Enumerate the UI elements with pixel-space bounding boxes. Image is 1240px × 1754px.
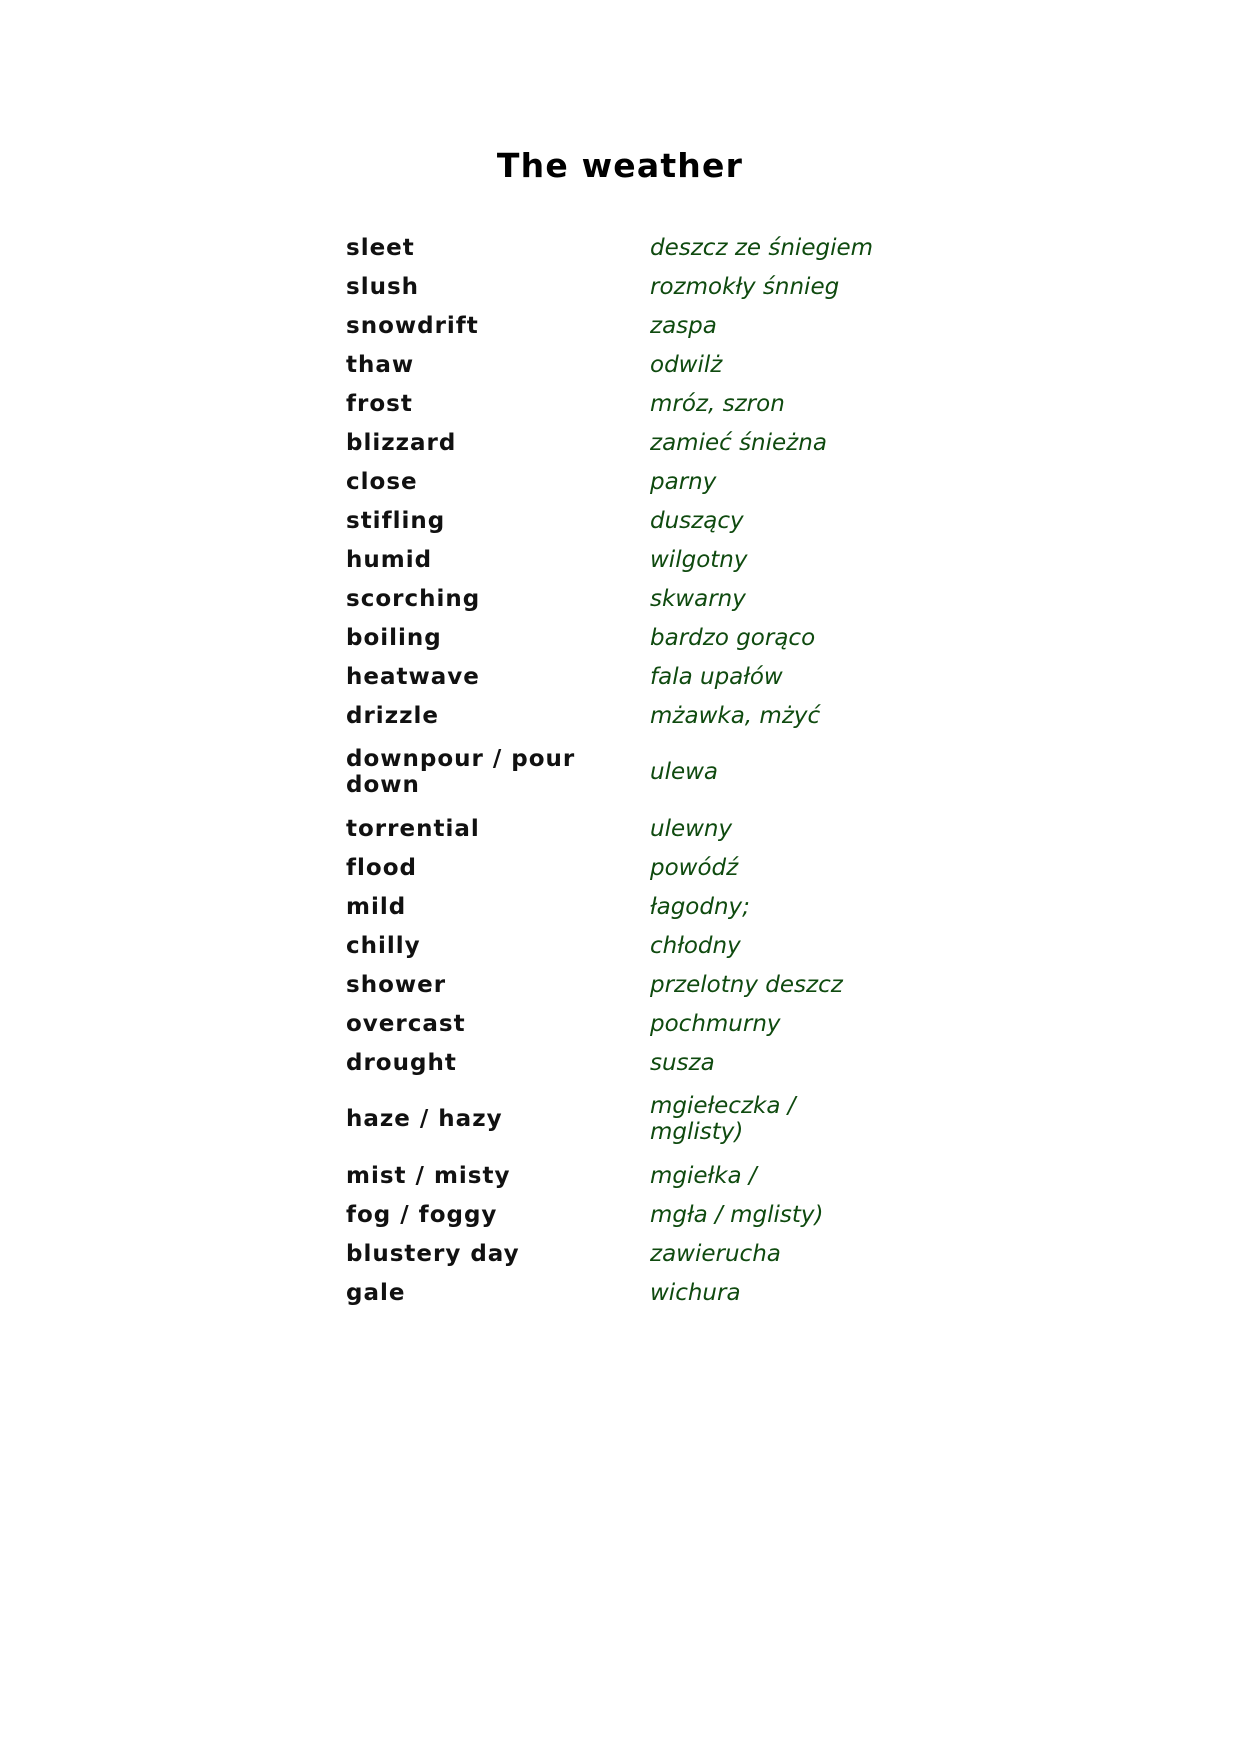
polish-translation: zamieć śnieżna xyxy=(650,429,827,456)
vocab-entry xyxy=(346,423,906,462)
english-term: gale xyxy=(346,1279,406,1306)
vocab-entry xyxy=(346,965,906,1004)
english-term: drizzle xyxy=(346,702,439,729)
vocab-entry xyxy=(346,1234,906,1273)
vocab-entry xyxy=(346,540,906,579)
polish-translation: mżawka, mżyć xyxy=(650,702,821,729)
polish-translation: wilgotny xyxy=(650,546,748,573)
vocab-entry xyxy=(346,696,906,735)
english-term: shower xyxy=(346,971,447,998)
polish-translation: mgiełka / xyxy=(650,1162,757,1189)
vocab-entry xyxy=(346,228,906,267)
english-term: downpour / pour down xyxy=(346,746,576,798)
vocab-entry xyxy=(346,1004,906,1043)
vocab-entry xyxy=(346,1043,906,1082)
polish-translation: parny xyxy=(650,468,717,495)
polish-translation: ulewa xyxy=(650,759,719,785)
english-term: scorching xyxy=(346,585,481,612)
english-term: fog / foggy xyxy=(346,1201,498,1228)
polish-translation: łagodny; xyxy=(650,893,750,920)
polish-translation: rozmokły śnnieg xyxy=(650,273,840,300)
vocab-entry xyxy=(346,1086,906,1152)
english-term: stifling xyxy=(346,507,446,534)
polish-translation: zaspa xyxy=(650,312,717,339)
vocab-entry xyxy=(346,579,906,618)
english-term: mist / misty xyxy=(346,1162,511,1189)
polish-translation: chłodny xyxy=(650,932,741,959)
polish-translation: odwilż xyxy=(650,351,723,378)
polish-translation: duszący xyxy=(650,507,744,534)
vocab-entry xyxy=(346,306,906,345)
english-term: chilly xyxy=(346,932,421,959)
page-title: The weather xyxy=(496,146,744,185)
polish-translation: przelotny deszcz xyxy=(650,971,843,998)
english-term: thaw xyxy=(346,351,415,378)
polish-translation: zawierucha xyxy=(650,1240,781,1267)
polish-translation: deszcz ze śniegiem xyxy=(650,234,874,261)
english-term: frost xyxy=(346,390,413,417)
vocab-entry xyxy=(346,739,906,805)
english-term: slush xyxy=(346,273,420,300)
polish-translation: pochmurny xyxy=(650,1010,781,1037)
english-term: haze / hazy xyxy=(346,1106,503,1132)
polish-translation: skwarny xyxy=(650,585,746,612)
vocab-entry xyxy=(346,809,906,848)
vocab-entry xyxy=(346,618,906,657)
english-term: mild xyxy=(346,893,407,920)
polish-translation: mgła / mglisty) xyxy=(650,1201,824,1228)
polish-translation: wichura xyxy=(650,1279,741,1306)
vocab-entry xyxy=(346,926,906,965)
vocab-entry xyxy=(346,887,906,926)
polish-translation: ulewny xyxy=(650,815,733,842)
vocab-entry xyxy=(346,384,906,423)
english-term: boiling xyxy=(346,624,442,651)
english-term: overcast xyxy=(346,1010,466,1037)
vocab-entry xyxy=(346,345,906,384)
english-term: humid xyxy=(346,546,433,573)
vocabulary-list xyxy=(346,228,906,1312)
vocab-entry xyxy=(346,267,906,306)
english-term: torrential xyxy=(346,815,480,842)
vocab-entry xyxy=(346,501,906,540)
vocab-entry xyxy=(346,462,906,501)
vocab-entry xyxy=(346,848,906,887)
polish-translation: susza xyxy=(650,1049,715,1076)
vocab-entry xyxy=(346,1156,906,1195)
english-term: snowdrift xyxy=(346,312,479,339)
english-term: blustery day xyxy=(346,1240,520,1267)
english-term: close xyxy=(346,468,418,495)
vocab-entry xyxy=(346,1195,906,1234)
vocab-entry xyxy=(346,657,906,696)
english-term: flood xyxy=(346,854,417,881)
polish-translation: mgiełeczka / mglisty) xyxy=(650,1093,796,1145)
english-term: drought xyxy=(346,1049,457,1076)
polish-translation: bardzo gorąco xyxy=(650,624,816,651)
polish-translation: powódź xyxy=(650,854,739,881)
vocab-entry xyxy=(346,1273,906,1312)
polish-translation: fala upałów xyxy=(650,663,783,690)
polish-translation: mróz, szron xyxy=(650,390,785,417)
english-term: blizzard xyxy=(346,429,457,456)
english-term: sleet xyxy=(346,234,415,261)
english-term: heatwave xyxy=(346,663,480,690)
